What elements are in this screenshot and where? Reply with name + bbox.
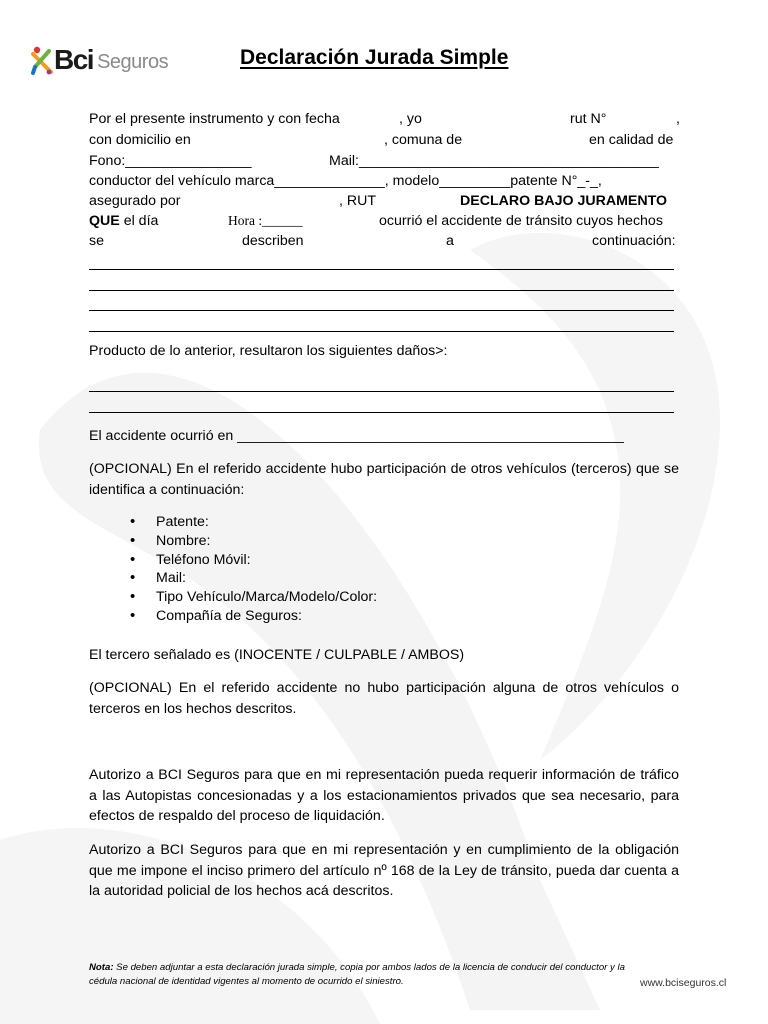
- damages-line-1: [89, 391, 674, 392]
- description-line-1: [89, 269, 674, 270]
- logo-text-bci: Bci: [54, 44, 94, 75]
- third-party-status-text: El tercero señalado es (INOCENTE / CULPABLE / AMBOS): [89, 647, 465, 663]
- form-line-mail-field: Mail:______________________________________: [329, 153, 659, 169]
- description-line-2: [89, 290, 674, 291]
- optional-no-third-parties-text: (OPCIONAL) En el referido accidente no hubo participación alguna de otros vehículos o terceros en los hechos descritos.: [89, 680, 679, 717]
- form-line-declare-text: DECLARO BAJO JURAMENTO: [460, 193, 668, 209]
- optional-third-parties-text: (OPCIONAL) En el referido accidente hubo participación de otros vehículos (terceros) que se identifica a continuación:: [89, 461, 679, 498]
- form-line-hour-field: Hora :______: [228, 213, 303, 228]
- form-line-comma: ,: [676, 111, 680, 127]
- footer-note: [89, 961, 649, 988]
- list-item: • Mail:: [130, 569, 377, 588]
- form-line-rut2-text: , RUT: [339, 193, 377, 209]
- list-item: • Compañía de Seguros:: [130, 607, 377, 626]
- form-line-capacity-text: en calidad de: [589, 132, 674, 148]
- logo-text-seguros: Seguros: [97, 51, 169, 73]
- bci-logo-icon: [31, 45, 53, 75]
- form-line-date-text: Por el presente instrumento y con fecha: [89, 111, 340, 127]
- accident-place-field: El accidente ocurrió en _________________________________________________: [89, 428, 624, 444]
- authorization-1-text: Autorizo a BCI Seguros para que en mi representación pueda requerir información de tráfico a las Autopistas concesionadas y a los estacionamientos privados que sea necesario, para efectos de respaldo del proceso de liquidación.: [89, 767, 679, 824]
- form-line-continuacion-text: continuación:: [592, 233, 676, 249]
- day-label-text: el día: [119, 213, 159, 229]
- damages-line-2: [89, 412, 674, 413]
- form-line-accident-text: ocurrió el accidente de tránsito cuyos hechos: [379, 213, 663, 229]
- form-line-phone-field: Fono:________________: [89, 153, 252, 169]
- bci-seguros-logo: [31, 44, 168, 76]
- que-bold-text: QUE: [89, 213, 120, 229]
- website-url: www.bciseguros.cl: [640, 977, 727, 989]
- third-party-fields-list: [130, 513, 377, 626]
- form-line-vehicle-text: conductor del vehículo marca______________, modelo_________patente N°_-_,: [89, 173, 602, 189]
- note-label: Nota:: [89, 962, 114, 973]
- document-title: Declaración Jurada Simple: [240, 46, 509, 69]
- form-line-rut-text: rut N°: [570, 111, 607, 127]
- form-line-domicile-text: con domicilio en: [89, 132, 191, 148]
- form-line-describen-text: describen: [242, 233, 304, 249]
- list-item: • Tipo Vehículo/Marca/Modelo/Color:: [130, 588, 377, 607]
- description-line-4: [89, 331, 674, 332]
- list-item: • Patente:: [130, 513, 377, 532]
- form-line-day-text: [89, 211, 158, 231]
- form-line-yo-text: , yo: [399, 111, 422, 127]
- form-line-se-text: se: [89, 233, 104, 249]
- authorization-2-text: Autorizo a BCI Seguros para que en mi representación y en cumplimiento de la obligación que me impone el inciso primero del artículo nº 168 de la Ley de tránsito, pueda dar cuenta a la autoridad policial de los hechos acá descritos.: [89, 842, 679, 899]
- description-line-3: [89, 310, 674, 311]
- note-text: Se deben adjuntar a esta declaración jurada simple, copia por ambos lados de la licencia de conducir del conductor y la cédula nacional de identidad vigentes al momento de ocurrido el siniestro.: [89, 962, 625, 987]
- form-line-insured-text: asegurado por: [89, 193, 181, 209]
- damages-label: Producto de lo anterior, resultaron los siguientes daños>:: [89, 343, 448, 359]
- list-item: • Nombre:: [130, 532, 377, 551]
- list-item: • Teléfono Móvil:: [130, 551, 377, 570]
- form-line-commune-text: , comuna de: [384, 132, 463, 148]
- form-line-a-text: a: [446, 233, 454, 249]
